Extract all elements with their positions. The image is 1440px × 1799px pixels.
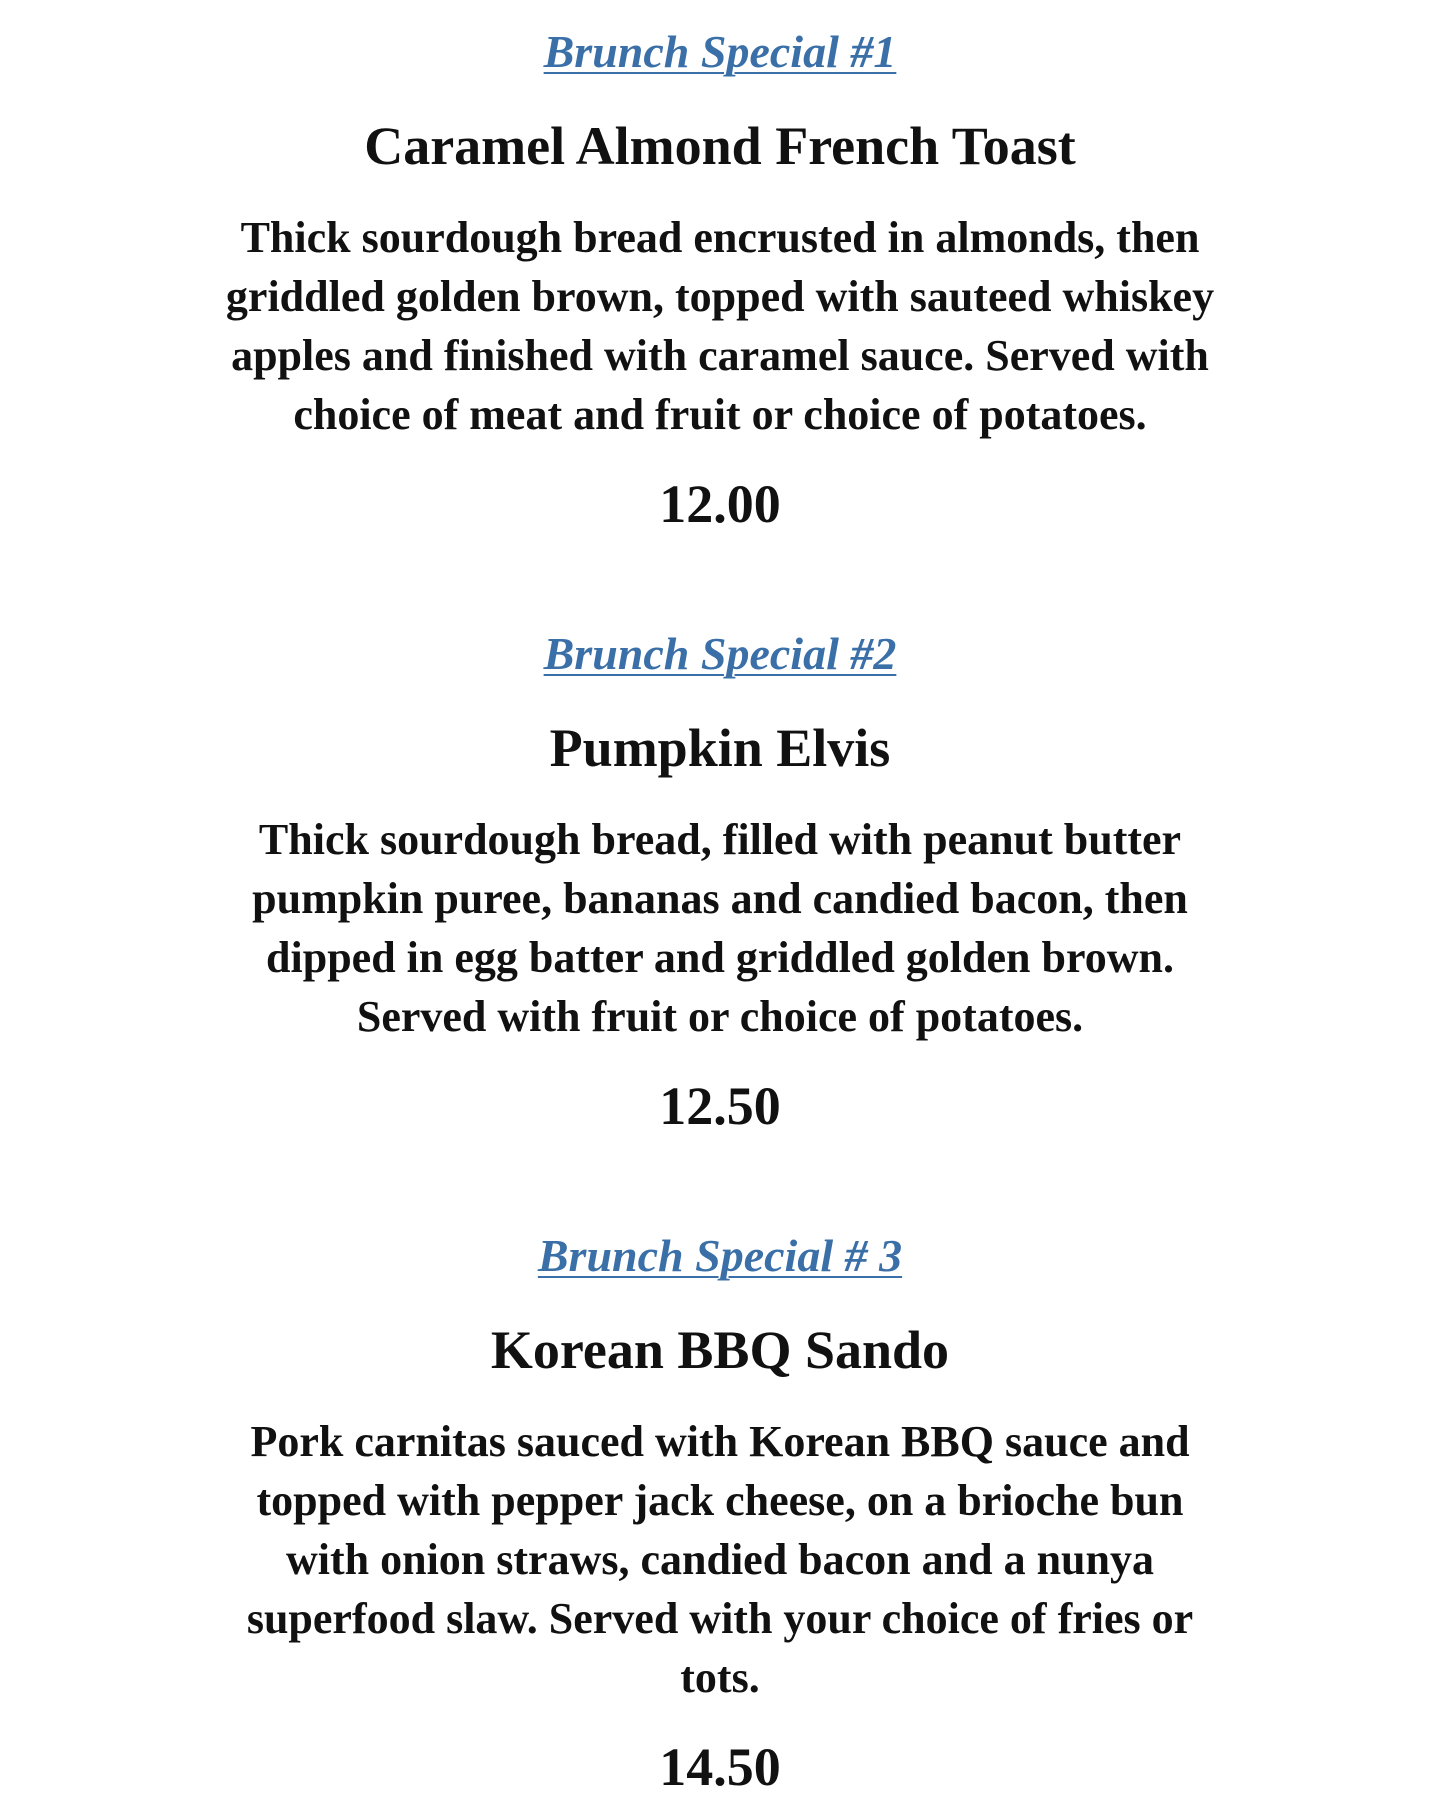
dish-description: Pork carnitas sauced with Korean BBQ sauce and topped with pepper jack cheese, on a brioche bun with onion straws, candied bacon and a nunya superfood slaw. Served with your choice of fries or tots. bbox=[246, 1417, 1194, 1702]
dish-name: Pumpkin Elvis bbox=[549, 718, 891, 778]
dish-name: Korean BBQ Sando bbox=[490, 1320, 950, 1380]
dish-price: 12.00 bbox=[659, 474, 781, 534]
brunch-special-2 bbox=[0, 626, 1440, 1138]
brunch-special-3 bbox=[0, 1228, 1440, 1799]
special-label[interactable]: Brunch Special # 3 bbox=[537, 1230, 903, 1281]
brunch-special-1 bbox=[0, 24, 1440, 536]
special-label[interactable]: Brunch Special #1 bbox=[543, 26, 897, 77]
dish-price: 14.50 bbox=[659, 1737, 781, 1797]
dish-price: 12.50 bbox=[659, 1076, 781, 1136]
dish-name: Caramel Almond French Toast bbox=[364, 116, 1076, 176]
dish-description: Thick sourdough bread, filled with peanut butter pumpkin puree, bananas and candied bacon, then dipped in egg batter and griddled golden brown. Served with fruit or choice of potatoes. bbox=[252, 815, 1188, 1041]
dish-description: Thick sourdough bread encrusted in almonds, then griddled golden brown, topped with sauteed whiskey apples and finished with caramel sauce. Served with choice of meat and fruit or choice of potatoes. bbox=[225, 213, 1215, 439]
special-label[interactable]: Brunch Special #2 bbox=[543, 628, 897, 679]
